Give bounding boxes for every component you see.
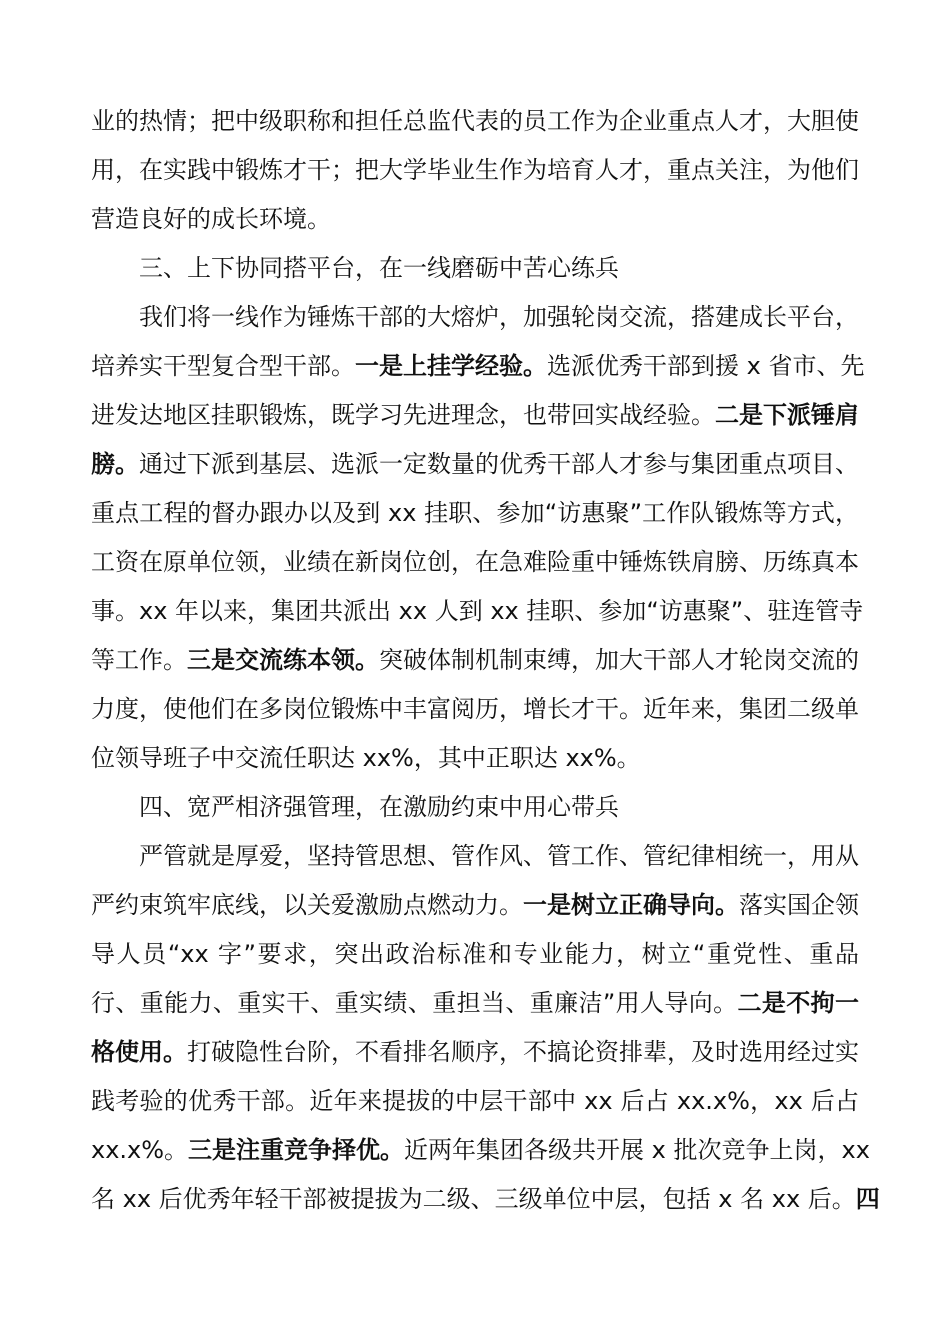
paragraph-line: 格使用。打破隐性台阶，不看排名顺序，不搞论资排辈，及时选用经过实 [91,1038,859,1066]
paragraph-line: 重点工程的督办跟办以及到 xx 挂职、参加“访惠聚”工作队锻炼等方式， [91,499,859,527]
section-heading: 三、上下协同搭平台，在一线磨砺中苦心练兵 [139,254,619,282]
paragraph-line: 营造良好的成长环境。 [91,205,331,233]
paragraph-line: 工资在原单位领，业绩在新岗位创，在急难险重中锤炼铁肩膀、历练真本 [91,548,859,576]
paragraph-line: 业的热情；把中级职称和担任总监代表的员工作为企业重点人才，大胆使 [91,107,859,135]
paragraph-line: 膀。通过下派到基层、选派一定数量的优秀干部人才参与集团重点项目、 [91,450,859,478]
paragraph-line: 事。xx 年以来，集团共派出 xx 人到 xx 挂职、参加“访惠聚”、驻连管寺 [91,597,864,625]
bold-point: 一是上挂学经验。 [355,352,547,380]
bold-point: 二是下派锤肩 [715,401,859,429]
paragraph-line: 培养实干型复合型干部。一是上挂学经验。选派优秀干部到援 x 省市、先 [91,352,865,380]
bold-point: 膀。 [91,450,139,478]
section-heading: 四、宽严相济强管理，在激励约束中用心带兵 [139,793,619,821]
bold-point: 格使用。 [91,1038,187,1066]
paragraph-line: 力度，使他们在多岗位锻炼中丰富阅历，增长才干。近年来，集团二级单 [91,695,859,723]
paragraph-line: 用，在实践中锻炼才干；把大学毕业生作为培育人才，重点关注，为他们 [91,156,859,184]
paragraph-line: 我们将一线作为锤炼干部的大熔炉，加强轮岗交流，搭建成长平台， [139,303,859,331]
bold-point: 二是不拘一 [737,989,860,1017]
paragraph-line: 进发达地区挂职锻炼，既学习先进理念，也带回实战经验。二是下派锤肩 [91,401,859,429]
bold-point: 一是树立正确导向。 [523,891,739,919]
paragraph-line: 等工作。三是交流练本领。突破体制机制束缚，加大干部人才轮岗交流的 [91,646,859,674]
paragraph-line: 名 xx 后优秀年轻干部被提拔为二级、三级单位中层，包括 x 名 xx 后。四 [91,1185,880,1213]
bold-point: 三是交流练本领。 [187,646,379,674]
paragraph-line: 严约束筑牢底线，以关爱激励点燃动力。一是树立正确导向。落实国企领 [91,891,859,919]
paragraph-line: 位领导班子中交流任职达 xx%，其中正职达 xx%。 [91,744,641,772]
paragraph-line: xx.x%。三是注重竞争择优。近两年集团各级共开展 x 批次竞争上岗，xx [91,1136,870,1164]
paragraph-line: 严管就是厚爱，坚持管思想、管作风、管工作、管纪律相统一，用从 [139,842,859,870]
bold-point: 四 [855,1185,880,1213]
paragraph-line: 践考验的优秀干部。近年来提拔的中层干部中 xx 后占 xx.x%，xx 后占 [91,1087,859,1115]
bold-point: 三是注重竞争择优。 [188,1136,405,1164]
paragraph-line: 行、重能力、重实干、重实绩、重担当、重廉洁”用人导向。二是不拘一 [91,989,860,1017]
paragraph-line: 导人员“xx 字”要求，突出政治标准和专业能力，树立“重党性、重品 [91,940,859,968]
